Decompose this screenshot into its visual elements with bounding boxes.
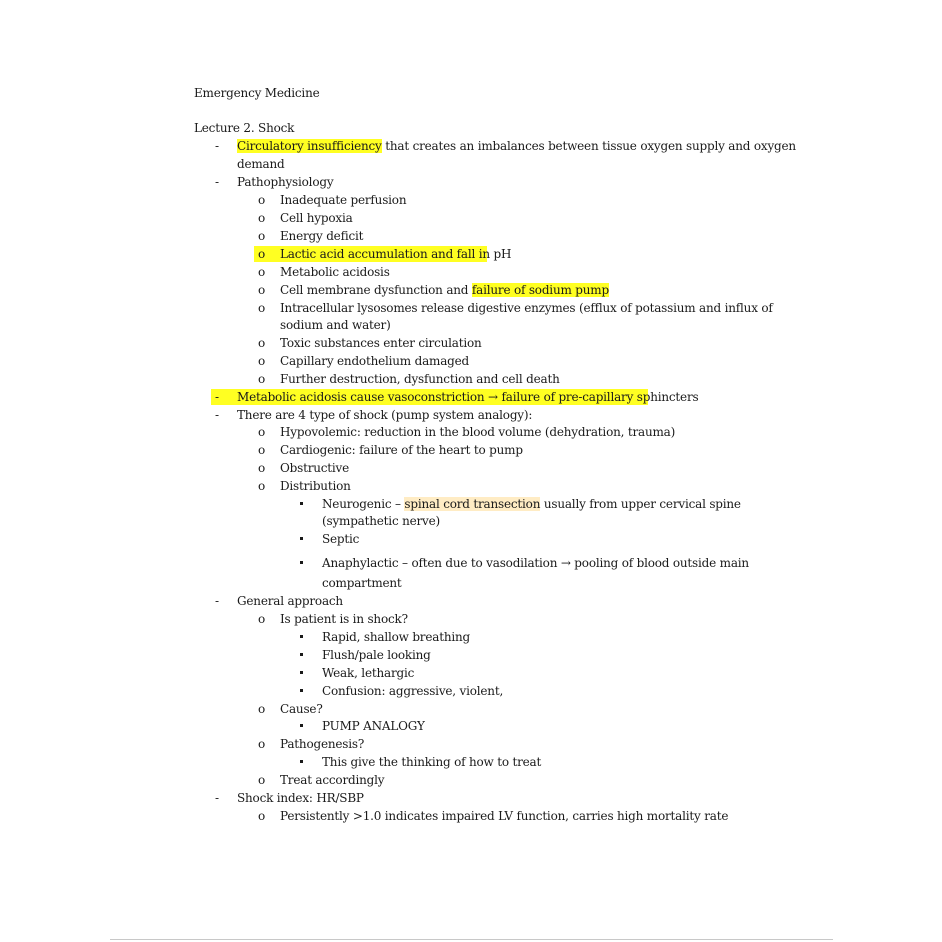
pathophysiology-heading: Pathophysiology: [237, 175, 334, 189]
lecture-heading: Lecture 2. Shock: [194, 121, 295, 135]
list-item: Is patient is in shock?: [280, 612, 408, 626]
circle-bullet: o: [258, 612, 266, 626]
sub-list-item-continuation: compartment: [322, 576, 402, 590]
doc-title: Emergency Medicine: [194, 86, 320, 100]
definition-continuation: demand: [237, 157, 285, 171]
sub-list-item: Septic: [322, 532, 360, 546]
list-item: [280, 283, 609, 298]
circle-bullet: o: [258, 265, 266, 279]
types-heading: There are 4 type of shock (pump system analogy):: [237, 408, 533, 422]
sub-list-item: [322, 497, 741, 512]
sub-list-item: Confusion: aggressive, violent,: [322, 684, 504, 698]
dash-bullet: -: [215, 594, 219, 608]
list-item: Cell hypoxia: [280, 211, 353, 225]
circle-bullet: o: [258, 336, 266, 350]
sub-list-item: PUMP ANALOGY: [322, 719, 425, 733]
list-item: Further destruction, dysfunction and cell death: [280, 372, 560, 386]
circle-bullet: o: [258, 443, 266, 457]
list-item: Intracellular lysosomes release digestive enzymes (efflux of potassium and influx of: [280, 301, 773, 315]
shock-index-heading: Shock index: HR/SBP: [237, 791, 364, 805]
circle-bullet: o: [258, 461, 266, 475]
general-approach-heading: General approach: [237, 594, 343, 608]
circle-bullet: o: [258, 354, 266, 368]
square-bullet: [300, 532, 303, 547]
circle-bullet: o: [258, 479, 266, 493]
square-bullet: [300, 684, 303, 699]
sub-list-item: Anaphylactic – often due to vasodilation → pooling of blood outside main: [322, 556, 749, 570]
square-bullet: [300, 630, 303, 645]
list-item: Hypovolemic: reduction in the blood volume (dehydration, trauma): [280, 425, 676, 439]
dash-bullet: -: [215, 390, 219, 404]
square-bullet: [300, 648, 303, 663]
definition-highlight: Circulatory insufficiency: [237, 139, 382, 153]
list-item: Distribution: [280, 479, 351, 493]
circle-bullet: o: [258, 229, 266, 243]
sub-list-item-text: Neurogenic –: [322, 497, 405, 511]
circle-bullet: o: [258, 283, 266, 297]
list-item-text: Cell membrane dysfunction and: [280, 283, 472, 297]
list-item: Cardiogenic: failure of the heart to pump: [280, 443, 523, 457]
dash-bullet: -: [215, 408, 219, 422]
sub-list-item: Rapid, shallow breathing: [322, 630, 470, 644]
list-item: Obstructive: [280, 461, 350, 475]
square-bullet: [300, 755, 303, 770]
list-item: Cause?: [280, 702, 323, 716]
circle-bullet: o: [258, 193, 266, 207]
list-item-continuation: sodium and water): [280, 318, 391, 332]
definition-line: [237, 139, 796, 154]
list-item: Inadequate perfusion: [280, 193, 407, 207]
spinal-cord-highlight: spinal cord transection: [404, 497, 541, 511]
circle-bullet: o: [258, 737, 266, 751]
list-item-highlighted: Lactic acid accumulation and fall in pH: [280, 247, 512, 261]
metabolic-acidosis-line: Metabolic acidosis cause vasoconstriction → failure of pre-capillary sphincters: [237, 390, 699, 404]
sodium-pump-highlight: failure of sodium pump: [471, 283, 609, 297]
sub-list-item: Weak, lethargic: [322, 666, 415, 680]
dash-bullet: -: [215, 791, 219, 805]
circle-bullet: o: [258, 211, 266, 225]
definition-text: that creates an imbalances between tissue oxygen supply and oxygen: [381, 139, 796, 153]
list-item: Persistently >1.0 indicates impaired LV function, carries high mortality rate: [280, 809, 729, 823]
square-bullet: [300, 497, 303, 512]
sub-list-item-continuation: (sympathetic nerve): [322, 514, 441, 528]
dash-bullet: -: [215, 175, 219, 189]
circle-bullet: o: [258, 247, 266, 261]
circle-bullet: o: [258, 425, 266, 439]
square-bullet: [300, 666, 303, 681]
list-item: Metabolic acidosis: [280, 265, 390, 279]
circle-bullet: o: [258, 773, 266, 787]
list-item: Treat accordingly: [280, 773, 385, 787]
square-bullet: [300, 719, 303, 734]
sub-list-item: This give the thinking of how to treat: [322, 755, 542, 769]
circle-bullet: o: [258, 702, 266, 716]
sub-list-item: Flush/pale looking: [322, 648, 431, 662]
circle-bullet: o: [258, 301, 266, 315]
dash-bullet: -: [215, 139, 219, 153]
circle-bullet: o: [258, 809, 266, 823]
circle-bullet: o: [258, 372, 266, 386]
list-item: Capillary endothelium damaged: [280, 354, 470, 368]
page-bottom-rule: [110, 939, 833, 940]
list-item: Toxic substances enter circulation: [280, 336, 482, 350]
square-bullet: [300, 556, 303, 571]
list-item: Pathogenesis?: [280, 737, 365, 751]
list-item: Energy deficit: [280, 229, 364, 243]
sub-list-item-text: usually from upper cervical spine: [540, 497, 741, 511]
